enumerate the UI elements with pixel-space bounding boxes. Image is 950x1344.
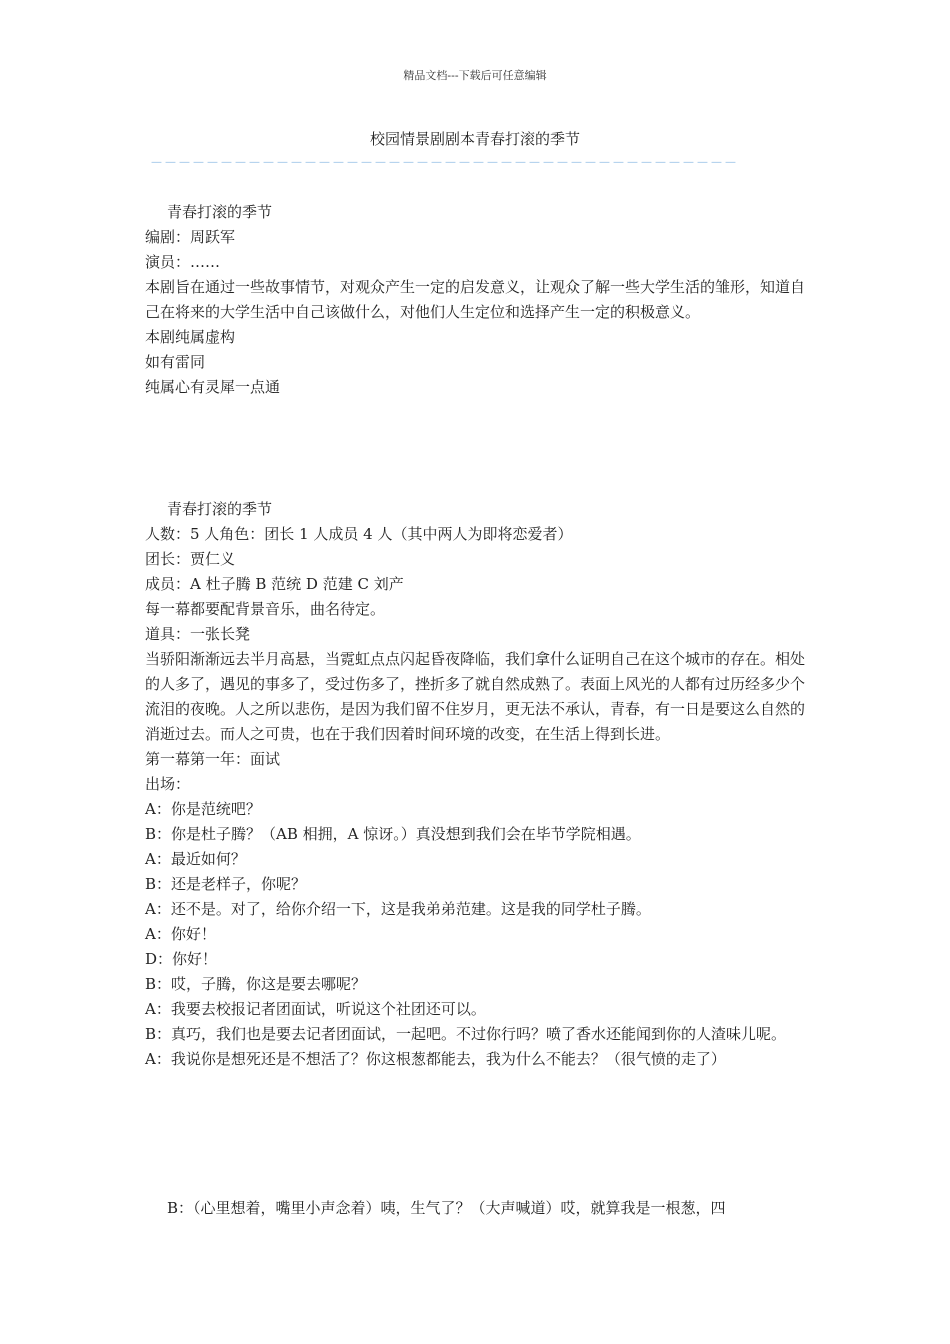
dialogue-line: A：我说你是想死还是不想活了？你这根葱都能去，我为什么不能去？（很气愤的走了） [145,1050,726,1068]
props-line: 道具：一张长凳 [145,625,251,643]
dialogue-line: D：你好！ [145,950,218,968]
leader-line: 团长：贾仁义 [145,550,236,568]
act-title: 第一幕第一年：面试 [145,750,281,768]
dialogue-line: A：还不是。对了，给你介绍一下，这是我弟弟范建。这是我的同学杜子腾。 [145,900,651,918]
actors-line: 演员：…… [145,253,221,271]
continued-section [145,1196,807,1221]
script-heading: 青春打滚的季节 [167,500,273,518]
disclaimer-line: 纯属心有灵犀一点通 [145,378,281,396]
dialogue-line: A：最近如何？ [145,850,246,868]
music-line: 每一幕都要配背景音乐，曲名待定。 [145,600,386,618]
script-section [145,497,807,1072]
prologue-paragraph: 当骄阳渐渐远去半月高悬，当霓虹点点闪起昏夜降临，我们拿什么证明自己在这个城市的存在。相处的人多了，遇见的事多了，受过伤多了，挫折多了就自然成熟了。表面上风光的人都有过历经多少个流泪的夜晚。人之所以悲伤，是因为我们留不住岁月，更无法不承认，青春，有一日是要这么自然的消逝过去。而人之可贵，也在于我们因着时间环境的改变，在生活上得到长进。 [145,650,806,743]
document-title: 校园情景剧剧本青春打滚的季节 [369,130,580,148]
purpose-paragraph: 本剧旨在通过一些故事情节，对观众产生一定的启发意义，让观众了解一些大学生活的雏形，知道自己在将来的大学生活中自己该做什么，对他们人生定位和选择产生一定的积极意义。 [145,278,806,321]
dialogue-line: B：哎，子腾，你这是要去哪呢？ [145,975,367,993]
dialogue-line: B：还是老样子，你呢？ [145,875,307,893]
dialogue-line: B：真巧，我们也是要去记者团面试，一起吧。不过你行吗？喷了香水还能闻到你的人渣味儿呢。 [145,1025,787,1043]
writer-line: 编剧：周跃军 [145,228,236,246]
dialogue-line: A：你好！ [145,925,216,943]
intro-heading: 青春打滚的季节 [167,203,273,221]
dialogue-line: B：（心里想着，嘴里小声念着）咦，生气了？（大声喊道）哎，就算我是一根葱，四 [167,1199,726,1217]
disclaimer-line: 如有雷同 [145,353,206,371]
dialogue-line: A：你是范统吧？ [145,800,261,818]
disclaimer-line: 本剧纯属虚构 [145,328,236,346]
header-note: 精品文档---下载后可任意编辑 [403,69,547,82]
intro-section [145,200,807,400]
entrance-line: 出场： [145,775,191,793]
cast-count-line: 人数：5 人角色：团长 1 人成员 4 人（其中两人为即将恋爱者） [145,525,573,543]
dialogue-line: A：我要去校报记者团面试，听说这个社团还可以。 [145,1000,486,1018]
title-divider: －－－－－－－－－－－－－－－－－－－－－－－－－－－－－－－－－－－－－－－－－－ [150,156,739,171]
members-line: 成员：A 杜子腾 B 范统 D 范建 C 刘产 [145,575,404,593]
dialogue-line: B：你是杜子腾？（AB 相拥，A 惊讶。）真没想到我们会在毕节学院相遇。 [145,825,641,843]
